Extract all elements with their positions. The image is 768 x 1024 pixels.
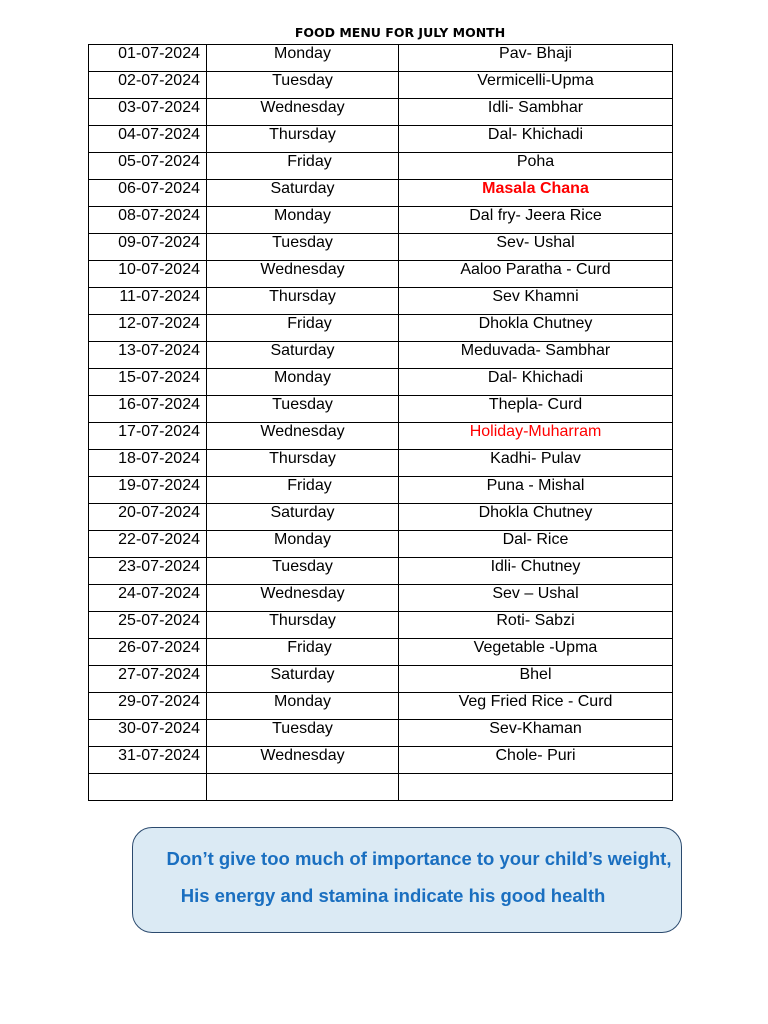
- date-cell: 29-07-2024: [89, 693, 207, 720]
- day-cell: Wednesday: [207, 747, 399, 774]
- day-cell: Monday: [207, 693, 399, 720]
- date-cell: 11-07-2024: [89, 288, 207, 315]
- date-cell: 10-07-2024: [89, 261, 207, 288]
- table-row: [89, 72, 673, 99]
- table-row: [89, 612, 673, 639]
- date-cell: [89, 774, 207, 801]
- date-cell: 24-07-2024: [89, 585, 207, 612]
- date-cell: 18-07-2024: [89, 450, 207, 477]
- date-cell: 15-07-2024: [89, 369, 207, 396]
- dish-cell: Bhel: [399, 666, 673, 693]
- advice-note-line-1: Don’t give too much of importance to your child’s weight,: [166, 848, 672, 869]
- day-cell: Saturday: [207, 504, 399, 531]
- day-cell: Tuesday: [207, 720, 399, 747]
- table-row: [89, 99, 673, 126]
- day-cell: Tuesday: [207, 558, 399, 585]
- date-cell: 20-07-2024: [89, 504, 207, 531]
- day-cell: Saturday: [207, 342, 399, 369]
- day-cell: Friday: [207, 639, 399, 666]
- date-cell: 06-07-2024: [89, 180, 207, 207]
- dish-cell: Idli- Chutney: [399, 558, 673, 585]
- day-cell: Tuesday: [207, 396, 399, 423]
- day-cell: Wednesday: [207, 261, 399, 288]
- table-row: [89, 531, 673, 558]
- date-cell: 17-07-2024: [89, 423, 207, 450]
- dish-cell: Dhokla Chutney: [399, 504, 673, 531]
- table-row: [89, 450, 673, 477]
- table-row: [89, 423, 673, 450]
- date-cell: 09-07-2024: [89, 234, 207, 261]
- day-cell: Tuesday: [207, 234, 399, 261]
- dish-cell: Pav- Bhaji: [399, 45, 673, 72]
- dish-cell: Puna - Mishal: [399, 477, 673, 504]
- date-cell: 03-07-2024: [89, 99, 207, 126]
- date-cell: 22-07-2024: [89, 531, 207, 558]
- day-cell: Thursday: [207, 450, 399, 477]
- date-cell: 02-07-2024: [89, 72, 207, 99]
- date-cell: 23-07-2024: [89, 558, 207, 585]
- table-row: [89, 288, 673, 315]
- table-row: [89, 720, 673, 747]
- day-cell: Monday: [207, 369, 399, 396]
- dish-cell: Sev Khamni: [399, 288, 673, 315]
- dish-cell: Holiday-Muharram: [399, 423, 673, 450]
- day-cell: Tuesday: [207, 72, 399, 99]
- date-cell: 05-07-2024: [89, 153, 207, 180]
- date-cell: 13-07-2024: [89, 342, 207, 369]
- page-title: FOOD MENU FOR JULY MONTH: [294, 25, 506, 40]
- day-cell: [207, 774, 399, 801]
- table-row: [89, 396, 673, 423]
- dish-cell: Veg Fried Rice - Curd: [399, 693, 673, 720]
- dish-cell: Aaloo Paratha - Curd: [399, 261, 673, 288]
- day-cell: Saturday: [207, 180, 399, 207]
- day-cell: Thursday: [207, 126, 399, 153]
- day-cell: Friday: [207, 477, 399, 504]
- dish-cell: Vermicelli-Upma: [399, 72, 673, 99]
- date-cell: 25-07-2024: [89, 612, 207, 639]
- dish-cell: Kadhi- Pulav: [399, 450, 673, 477]
- dish-cell: [399, 774, 673, 801]
- date-cell: 04-07-2024: [89, 126, 207, 153]
- table-row: [89, 180, 673, 207]
- table-row: [89, 639, 673, 666]
- dish-cell: Vegetable -Upma: [399, 639, 673, 666]
- day-cell: Friday: [207, 315, 399, 342]
- date-cell: 30-07-2024: [89, 720, 207, 747]
- table-row: [89, 558, 673, 585]
- dish-cell: Masala Chana: [399, 180, 673, 207]
- dish-cell: Chole- Puri: [399, 747, 673, 774]
- dish-cell: Dhokla Chutney: [399, 315, 673, 342]
- date-cell: 16-07-2024: [89, 396, 207, 423]
- dish-cell: Poha: [399, 153, 673, 180]
- day-cell: Saturday: [207, 666, 399, 693]
- table-row: [89, 693, 673, 720]
- table-row: [89, 207, 673, 234]
- dish-cell: Thepla- Curd: [399, 396, 673, 423]
- day-cell: Wednesday: [207, 423, 399, 450]
- date-cell: 27-07-2024: [89, 666, 207, 693]
- table-row: [89, 747, 673, 774]
- table-row: [89, 477, 673, 504]
- day-cell: Wednesday: [207, 99, 399, 126]
- date-cell: 12-07-2024: [89, 315, 207, 342]
- menu-table: [88, 44, 673, 801]
- advice-note: [132, 827, 682, 933]
- dish-cell: Sev- Ushal: [399, 234, 673, 261]
- table-row: [89, 585, 673, 612]
- day-cell: Monday: [207, 45, 399, 72]
- table-row: [89, 45, 673, 72]
- dish-cell: Dal- Khichadi: [399, 369, 673, 396]
- date-cell: 19-07-2024: [89, 477, 207, 504]
- dish-cell: Idli- Sambhar: [399, 99, 673, 126]
- dish-cell: Roti- Sabzi: [399, 612, 673, 639]
- dish-cell: Meduvada- Sambhar: [399, 342, 673, 369]
- date-cell: 08-07-2024: [89, 207, 207, 234]
- dish-cell: Dal fry- Jeera Rice: [399, 207, 673, 234]
- table-row: [89, 666, 673, 693]
- table-row: [89, 234, 673, 261]
- day-cell: Thursday: [207, 288, 399, 315]
- day-cell: Thursday: [207, 612, 399, 639]
- table-row: [89, 342, 673, 369]
- day-cell: Wednesday: [207, 585, 399, 612]
- date-cell: 26-07-2024: [89, 639, 207, 666]
- dish-cell: Dal- Khichadi: [399, 126, 673, 153]
- date-cell: 01-07-2024: [89, 45, 207, 72]
- table-row: [89, 315, 673, 342]
- day-cell: Friday: [207, 153, 399, 180]
- menu-table-body: [89, 45, 673, 801]
- advice-note-line-2: His energy and stamina indicate his good health: [180, 885, 606, 906]
- table-row: [89, 774, 673, 801]
- table-row: [89, 504, 673, 531]
- table-row: [89, 261, 673, 288]
- day-cell: Monday: [207, 207, 399, 234]
- dish-cell: Sev-Khaman: [399, 720, 673, 747]
- dish-cell: Sev – Ushal: [399, 585, 673, 612]
- table-row: [89, 126, 673, 153]
- table-row: [89, 153, 673, 180]
- day-cell: Monday: [207, 531, 399, 558]
- date-cell: 31-07-2024: [89, 747, 207, 774]
- table-row: [89, 369, 673, 396]
- dish-cell: Dal- Rice: [399, 531, 673, 558]
